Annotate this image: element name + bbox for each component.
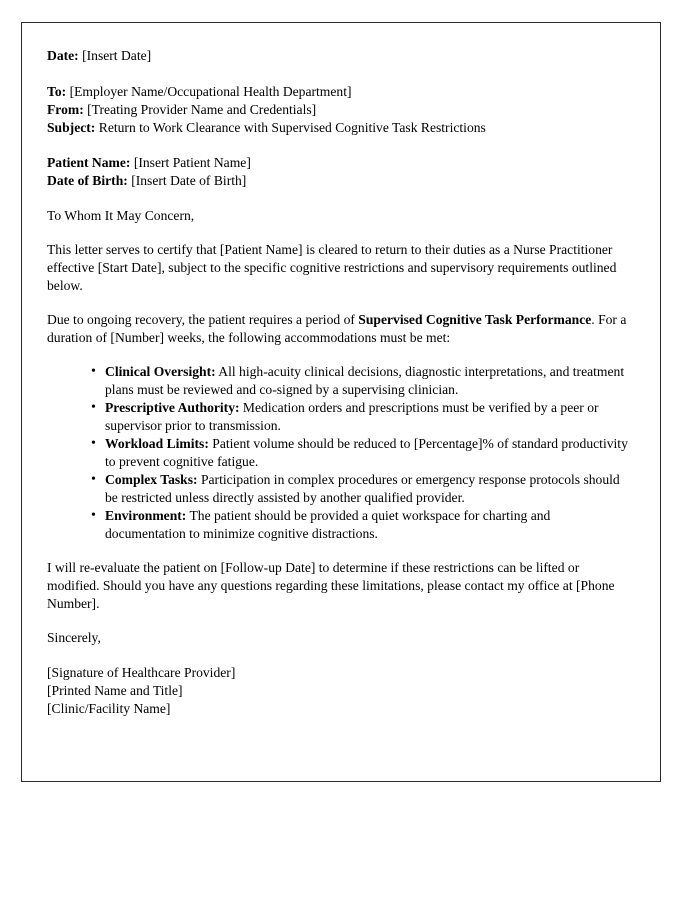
list-item (91, 471, 634, 507)
patient-name-value: [Insert Patient Name] (133, 155, 251, 170)
document-page (21, 22, 661, 782)
certification-paragraph: This letter serves to certify that [Patient Name] is cleared to return to their duties as a Nurse Practitioner effective [Start Date], subject to the specific cognitive restrictions and supervisory requirements outlined below. (47, 242, 617, 293)
from-label: From: (47, 102, 84, 117)
list-item-title: Clinical Oversight: (105, 364, 216, 379)
date-label: Date: (47, 48, 79, 63)
list-item-text: Participation in complex procedures or emergency response protocols should be restricted unless directly assisted by another qualified provider. (105, 472, 620, 505)
list-item-text: Patient volume should be reduced to [Percentage]% of standard productivity to prevent cognitive fatigue. (105, 436, 628, 469)
patient-name-line (47, 154, 634, 172)
spacer (47, 347, 634, 363)
spacer (47, 543, 634, 559)
date-value: [Insert Date] (82, 48, 152, 63)
list-item-title: Complex Tasks: (105, 472, 198, 487)
list-item-text: The patient should be provided a quiet workspace for charting and documentation to minimize cognitive distractions. (105, 508, 551, 541)
list-item-title: Prescriptive Authority: (105, 400, 240, 415)
printed-name-line: [Printed Name and Title] (47, 683, 183, 698)
list-item (91, 435, 634, 471)
to-label: To: (47, 84, 67, 99)
list-item-text: All high-acuity clinical decisions, diagnostic interpretations, and treatment plans must be reviewed and co-signed by a supervising clinician. (105, 364, 625, 397)
supervision-paragraph-part-1: Due to ongoing recovery, the patient requires a period of (47, 312, 359, 327)
dob-label: Date of Birth: (47, 173, 128, 188)
subject-label: Subject: (47, 120, 96, 135)
list-item (91, 363, 634, 399)
spacer (47, 190, 634, 207)
list-item-text: Medication orders and prescriptions must be verified by a peer or supervisor prior to transmission. (105, 400, 599, 433)
closing: Sincerely, (47, 630, 101, 645)
dob-value: [Insert Date of Birth] (131, 173, 247, 188)
supervision-paragraph (47, 311, 634, 347)
subject-line (47, 119, 634, 137)
date-of-birth-line (47, 172, 634, 190)
spacer (47, 65, 634, 83)
spacer (47, 137, 634, 154)
to-value: [Employer Name/Occupational Health Department] (69, 84, 352, 99)
from-line (47, 101, 634, 119)
letter-body (22, 23, 660, 718)
signature-block (47, 664, 634, 718)
subject-value: Return to Work Clearance with Supervised Cognitive Task Restrictions (98, 120, 486, 135)
accommodations-list (47, 363, 634, 543)
from-value: [Treating Provider Name and Credentials] (87, 102, 317, 117)
spacer (47, 647, 634, 664)
spacer (47, 225, 634, 241)
patient-name-label: Patient Name: (47, 155, 131, 170)
list-item-title: Workload Limits: (105, 436, 209, 451)
supervision-paragraph-part-2: . For a duration of [Number] weeks, the following accommodations must be met: (47, 312, 627, 345)
signature-line: [Signature of Healthcare Provider] (47, 665, 236, 680)
date-line (47, 47, 634, 65)
list-item (91, 507, 634, 543)
spacer (47, 613, 634, 629)
reevaluation-paragraph: I will re-evaluate the patient on [Follow-up Date] to determine if these restrictions can be lifted or modified. Should you have any questions regarding these limitations, please contact my office at [Phone Number]. (47, 560, 615, 611)
list-item (91, 399, 634, 435)
spacer (47, 295, 634, 311)
salutation: To Whom It May Concern, (47, 208, 195, 223)
list-item-title: Environment: (105, 508, 187, 523)
clinic-name-line: [Clinic/Facility Name] (47, 701, 171, 716)
to-line (47, 83, 634, 101)
supervision-emphasis: Supervised Cognitive Task Performance (358, 312, 592, 327)
